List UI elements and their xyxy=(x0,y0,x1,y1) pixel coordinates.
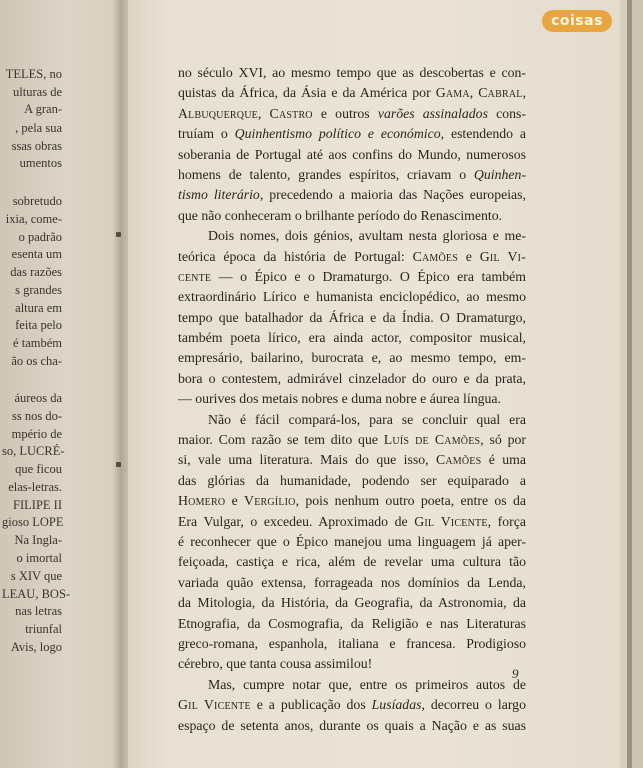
left-page-fragment: umentos xyxy=(19,156,62,170)
left-page-fragment: triunfal xyxy=(25,622,62,636)
left-page-fragment: LEAU, BOS- xyxy=(2,587,71,601)
left-page-fragment: sobretudo xyxy=(12,194,62,208)
text-line: no século XVI, ao mesmo tempo que as descobertas e con- xyxy=(178,65,526,80)
text-line: cérebro, que tanta cousa assimilou! xyxy=(178,656,373,672)
text-line: que não conheceram o brilhante período do Renascimento. xyxy=(178,207,503,223)
text-line: greco-romana, espanhola, italiana e francesa. Prodigioso xyxy=(178,635,526,651)
left-page-fragment: s XIV que xyxy=(10,569,62,583)
page-edge xyxy=(632,0,643,768)
binding-stitch xyxy=(116,462,121,467)
text-line: da Mitologia, da História, da Geografia, da Astronomia, da xyxy=(178,595,526,611)
text-line: Etnografia, da Cosmografia, da Religião e nas Literaturas xyxy=(178,615,526,631)
left-page-fragment: so, LUCRÉ- xyxy=(2,444,65,458)
text-line: tempo que batalhador da África e da Índia. O Dramaturgo, xyxy=(178,309,526,325)
left-page-fragment: FILIPE II xyxy=(13,498,62,512)
text-line: também poeta lírico, era ainda actor, compositor musical, xyxy=(178,330,526,346)
text-line: extraordinário Lírico e humanista enciclopédico, ao mesmo xyxy=(178,289,526,305)
text-line: soberania de Portugal até aos confins do Mundo, numerosos xyxy=(178,146,526,162)
body-text xyxy=(178,63,526,736)
text-line: variada quão extensa, forrageada nos domínios da Lenda, xyxy=(178,574,526,590)
text-line: — ourives dos metais nobres e duma nobre e áurea língua. xyxy=(178,391,501,407)
page-edge xyxy=(620,0,627,768)
text-line: si, vale uma literatura. Mais do que isso, Camões é uma xyxy=(178,452,527,468)
left-page-fragment: ão os cha- xyxy=(11,354,62,368)
watermark-logo: coisas xyxy=(542,10,612,32)
left-page-fragment: , pela sua xyxy=(15,121,62,135)
text-line: Albuquerque, Castro e outros varões assinalados cons- xyxy=(178,105,526,121)
text-line: quistas da África, da Ásia e da América por Gama, Cabral, xyxy=(178,85,527,101)
text-line: bora o contestem, admirável cinzelador do ouro e da prata, xyxy=(178,370,526,386)
left-page-fragment: elas-letras. xyxy=(8,480,62,494)
left-page-fragment: s grandes xyxy=(15,283,62,297)
text-line: Não é fácil compará-los, para se concluir qual era xyxy=(208,411,526,427)
left-page-fragment: ulturas de xyxy=(13,85,62,99)
text-line: teórica época da história de Portugal: Camões e Gil Vi- xyxy=(178,248,526,264)
left-page-fragment: o imortal xyxy=(16,551,62,565)
left-page-fragment: Na Ingla- xyxy=(14,533,62,547)
text-line: das glórias da humanidade, podendo ser equiparado a xyxy=(178,472,526,488)
left-page-fragment: ssas obras xyxy=(11,139,62,153)
text-line: Era Vulgar, o excedeu. Aproximado de Gil Vicente, força xyxy=(178,513,526,529)
left-page-fragment: o padrão xyxy=(18,230,62,244)
page-number: 9 xyxy=(512,666,519,681)
left-page-fragment: das razões xyxy=(10,265,62,279)
text-line: Dois nomes, dois génios, avultam nesta gloriosa e me- xyxy=(208,228,526,244)
binding-stitch xyxy=(116,232,121,237)
text-line: Mas, cumpre notar que, entre os primeiros autos de xyxy=(208,676,526,692)
left-page-fragment: que ficou xyxy=(15,462,62,476)
text-line: homens de talento, grandes espíritos, criavam o Quinhen- xyxy=(178,166,526,182)
left-page-fragment: esenta um xyxy=(11,247,62,261)
left-page-fragment: mpério de xyxy=(11,427,62,441)
left-page-fragment: é também xyxy=(13,336,62,350)
left-page-fragment: feita pelo xyxy=(15,318,62,332)
left-page-fragment: gioso LOPE xyxy=(2,515,64,529)
left-page-fragment: A gran- xyxy=(24,102,62,116)
text-line: cente — o Épico e o Dramaturgo. O Épico era também xyxy=(178,268,526,284)
left-page-fragment: ss nos do- xyxy=(11,409,62,423)
left-page-fragment: nas letras xyxy=(15,604,62,618)
left-page-fragment: áureos da xyxy=(14,391,62,405)
text-line: feiçoada, castiça e rica, além de revelar uma cultura tão xyxy=(178,554,526,570)
text-line: truíam o Quinhentismo político e económico, estendendo a xyxy=(178,126,526,142)
text-line: tismo literário, precedendo a maioria das Nações europeias, xyxy=(178,187,527,203)
text-line: empresário, bailarino, burocrata e, ao mesmo tempo, em- xyxy=(178,350,526,366)
text-line: Homero e Vergílio, pois nenhum outro poeta, entre os da xyxy=(178,493,526,509)
left-page-fragment: Avis, logo xyxy=(10,640,62,654)
text-line: é reconhecer que o Épico manejou uma linguagem já aper- xyxy=(178,533,526,549)
left-page-fragment: ixia, come- xyxy=(5,212,62,226)
left-page-fragment: TELES, no xyxy=(5,67,62,81)
left-page-fragment: altura em xyxy=(15,301,62,315)
text-line: Gil Vicente e a publicação dos Lusíadas, decorreu o largo xyxy=(178,697,526,713)
text-line: maior. Com razão se tem dito que Luís de Camões, só por xyxy=(178,432,527,448)
text-line: espaço de setenta anos, durante os quais a Nação e as suas xyxy=(178,717,526,733)
